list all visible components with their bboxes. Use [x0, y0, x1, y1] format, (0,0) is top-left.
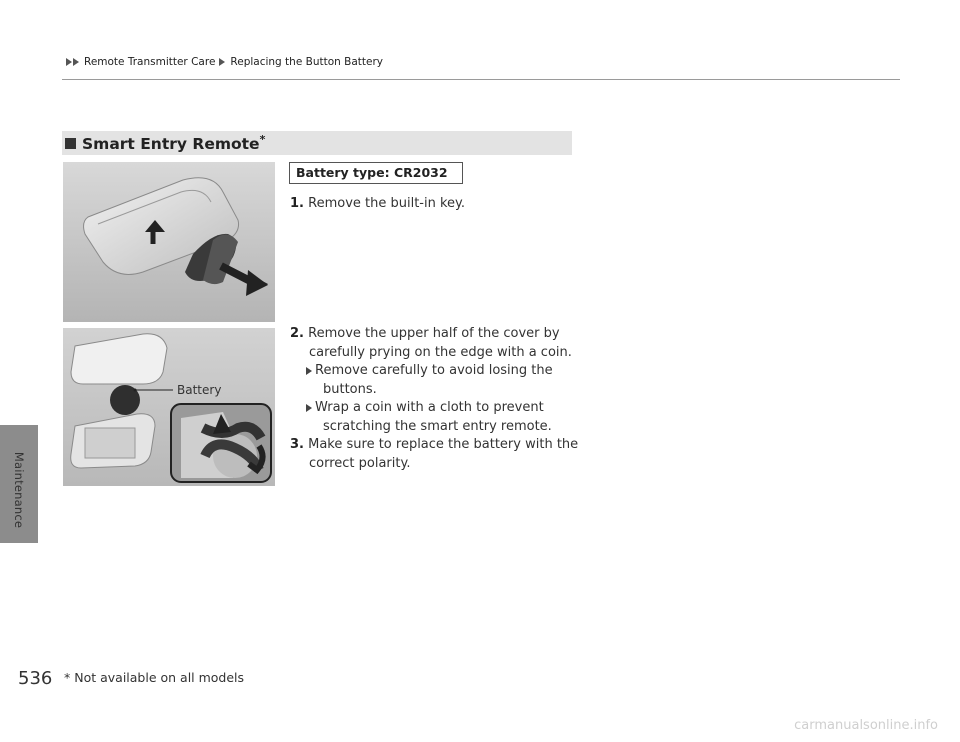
step-text: Make sure to replace the battery with the — [308, 437, 579, 452]
step-number: 2. — [290, 326, 304, 341]
step-2 — [290, 324, 580, 362]
footnote: * Not available on all models — [64, 670, 245, 685]
step-number: 3. — [290, 437, 304, 452]
watermark: carmanualsonline.info — [794, 718, 938, 733]
note-text: buttons. — [323, 382, 377, 397]
breadcrumb-item-replacing-battery[interactable]: Replacing the Button Battery — [230, 56, 383, 68]
note-text: Remove carefully to avoid losing the — [315, 363, 553, 378]
battery-type-box: Battery type: CR2032 — [289, 162, 463, 184]
step-3 — [290, 435, 580, 473]
section-title-text: Smart Entry Remote — [82, 135, 260, 154]
remove-key-figure — [63, 162, 275, 322]
open-cover-figure — [63, 328, 275, 486]
section-header — [62, 131, 572, 155]
step-2-note-2 — [306, 398, 576, 436]
chevron-right-icon — [73, 58, 79, 66]
header-divider — [62, 79, 900, 80]
chevron-right-icon — [306, 367, 312, 375]
side-tab-label: Maintenance — [12, 451, 26, 529]
step-number: 1. — [290, 196, 304, 211]
square-bullet-icon — [65, 138, 76, 149]
step-text: Remove the built-in key. — [308, 196, 466, 211]
page-number: 536 — [18, 668, 53, 689]
step-2-note-1 — [306, 361, 576, 399]
breadcrumb-item-remote-care[interactable]: Remote Transmitter Care — [84, 56, 216, 68]
step-text: Remove the upper half of the cover by — [308, 326, 560, 341]
chevron-right-icon — [66, 58, 72, 66]
battery-callout: Battery — [177, 383, 222, 397]
step-1 — [290, 194, 580, 213]
breadcrumb — [66, 56, 383, 68]
step-text: correct polarity. — [309, 456, 411, 471]
note-text: scratching the smart entry remote. — [323, 419, 552, 434]
note-text: Wrap a coin with a cloth to prevent — [315, 400, 544, 415]
footnote-marker: * — [259, 132, 266, 146]
step-text: carefully prying on the edge with a coin. — [309, 345, 572, 360]
chevron-right-icon — [306, 404, 312, 412]
chevron-right-icon — [219, 58, 225, 66]
section-title — [82, 133, 265, 153]
